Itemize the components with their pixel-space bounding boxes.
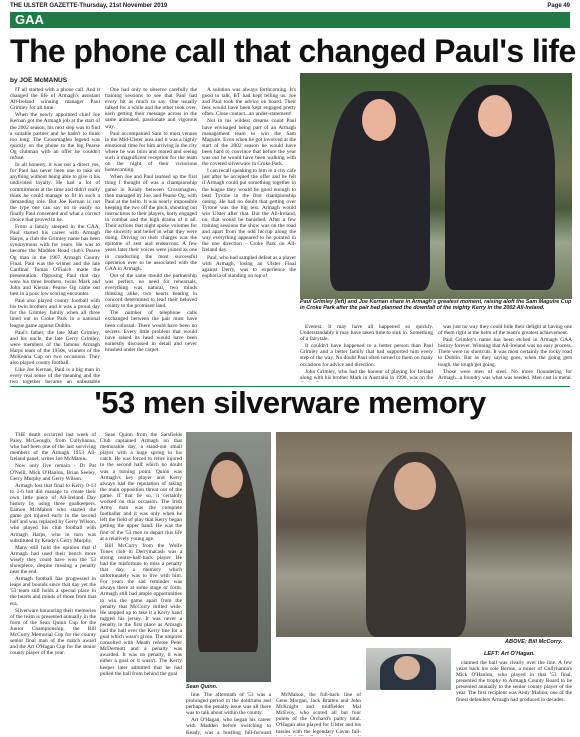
paragraph: One had only to observe carefully the training sessions to see that Paul had every bit as much to say. One usually talked for a while and the other took over, each getting their message across in the same animated, passionate and vigorous way. (105, 87, 197, 130)
paragraph: I can recall speaking to him in a city cafe just after he accepted the offer and he felt if Armagh could put something together in the league they would be good enough to beat Tyrone in the first championship outing. He had no doubt that getting over Tyrone was the big test. Armagh would win Ulster after that. But the All-Ireland, no, that would be banished. After a few training sessions the show was on the road and apart from the odd hiccup along the way everything appeared to be pointed in the one direction - Croke Park on All-Ireland day. (202, 168, 296, 254)
byline: by JOE McMANUS (10, 77, 68, 84)
person-face (211, 460, 243, 498)
bill-mccorry-photo (276, 432, 572, 637)
article2-column-5 (456, 660, 572, 736)
article1-column-2 (105, 87, 197, 385)
grimley-kernan-photo (300, 73, 572, 299)
second-headline: '53 men silverware memory (94, 385, 486, 420)
paragraph: Art O'Hagan, who began his career with Madden before switching to Keady, was a bustling full-forward (186, 717, 271, 736)
article1-column-4 (300, 324, 433, 382)
section-label: GAA (15, 12, 44, 27)
article2-column-4 (276, 692, 361, 736)
paragraph: Those were men of steel. No more floundering for Armagh...a foundry was what was needed. Men cast in metal. (438, 368, 572, 381)
paragraph: Armagh lost that final to Kerry 0-13 to 1-6 but did manage to create their own little piece of All-Ireland Day history by using three goalkeepers. Eamon McMahon who started the game got injured early in the second half and was replaced by Gerry Wilson, who played his club football with Armagh Harps, who in turn was substituted by Keady's Gerry Murphy. (10, 482, 96, 544)
paragraph: Paul's father, the late Matt Grimley, and his uncle, the late Gerry Grimley, were members of the famous Armagh Harps team of the 1950s, winners of the McKenna Cup on two occasions. They also played county football. (10, 329, 100, 367)
person-face (478, 95, 512, 137)
paragraph: The number of telephone calls exchanged between the pair must have been colossal. There would have been no secrets. Every little problem that would have raised its head would have been earnestly discussed in detail and never brushed under the carpet. (105, 310, 197, 353)
paragraph: When Joe and Paul teamed up the first thing I thought of was a championship game in Keady between Crossmaglen, then managed by Joe, and Pearse Og, with Paul at the helm. It was nearly impossible keeping the two off the pitch, shouting out instructions to their players, hotly engaged in combat and the high drama of it all. Their actions that night spoke volumes for the sincerity and belief in what they were doing. Driving on their charges was the epitome of zest and endeavour. A few years later their voices were joined as one in conducting the most successful operation ever to be associated with the GAA in Armagh. (105, 174, 197, 272)
paragraph: A solution was always forthcoming. It's good to talk, BT had kept telling us. Joe and Paul took the advice on board. Their fees would have been kept engaged pretty often. Close contact...an under-statement! (202, 87, 296, 118)
paragraph: was just no way they could hide their delight at having one of them right at the helm of the team's greatest achievement. (438, 324, 572, 337)
paragraph: Not in his wildest dreams could Paul have envisaged being part of an Armagh management team to win the Sam Maguire. Even when he got involved at the start of the 2002 season he would have been hard to convince that before the year was out he would have been walking with the coveted silverware in Croke Park. (202, 118, 296, 168)
page-number: Page 49 (547, 3, 570, 9)
article2-column-2 (100, 432, 182, 732)
paragraph: Paul, who had sampled defeat as a player with Armagh, losing an Ulster Final against Derry, was to experience the euphoria of standing on top of (202, 254, 296, 279)
sean-quinn-caption: Sean Quinn. (186, 684, 218, 690)
article1-column-3 (202, 87, 296, 385)
article1-column-1 (10, 87, 100, 385)
article2-column-1 (10, 432, 96, 732)
masthead (10, 3, 570, 11)
paragraph: Out of the same mould the partnership was perfect, no need for rehearsals, everything was natural, two minds thinking alike, two hearts beating in concord determined to lead their beloved county to the promised land. (105, 272, 197, 310)
section-bar (10, 12, 570, 28)
paragraph: Paul also played county football with his twin brothers and it was a proud day for the Grimley family when all three lined out in Croke Park in a national league game against Dublin. (10, 298, 100, 329)
photo-caption: Paul Grimley (left) and Joe Kernan share in Armagh's greatest moment, raising aloft the Sam Maguire Cup in Croke Park after the pair had planned the downfall of the mighty Kerry in the 2002 All-Ireland. (300, 299, 572, 312)
paragraph: IT all started with a phone call. And it changed the life of Armagh's assistant All-Ireland winning manager Paul Grimley for all time. (10, 87, 100, 112)
art-ohagan-photo (366, 648, 451, 690)
sean-quinn-photo (186, 432, 271, 682)
paragraph: Sean Quinn from the Sarsfields Club captained Armagh on that memorable day, a stand-out small player with a huge spring in his catch. He was forced to retire injured in the second half which no doubt was a turning point. Quinn was Armagh's key player and Kerry always had the reputation of taking the main opposition threat out of the game. If that be so, it certainly worked on this occasion. The Irish Army man was the complete footballer and it was only when he left the field of play that Kerry began getting the upper hand. He was the first of the '53 men to depart this life at a relatively young age. (100, 432, 182, 542)
article1-column-5 (438, 324, 572, 382)
paragraph: Paul accompanied Sam to most venues in the Mid-Ulster area and it was a highly emotional time for him arriving in the city where he was born and reared and seeing such a magnificent reception for the team on the night of their victorious homecoming. (105, 130, 197, 174)
paragraph: Bill McCorry from the Wolfe Tones club in Derrymacash was a strong centre-half-back player. He had the misfortune to miss a penalty that day, a memory which unfortunately was to live with him. For years the sad reminder was always there at some stage or form. Armagh still had ample opportunities to win the game apart from the penalty that McCorry drilled wide. He stepped up to take it a Kerry hand tugged his jersey. It was never a penalty in the first place as Armagh had the ball over the Kerry line for a goal which wasn't given. The umpires consulted with Meath referee Peter McDermott and a penalty was awarded. It was no penalty, it was either a goal or it wasn't. The Kerry keeper later admitted that he had pulled the ball from behind the goal (100, 542, 182, 677)
paragraph: From a family steeped in the GAA, Paul started his career with Armagh Harps, a club the Grimley name has been synonymous with for years. He was to become the Madden Road club's Pearse Og man in the 1967 Armagh County Final. Paul was the winner and the late Cardinal Tomas O'Fiaich made the presentation. Opposing Paul that day were his three brothers, twins Mark and John and Kieran. Pearse Og came out best in a poor low scoring encounter. (10, 224, 100, 298)
publication-info: THE ULSTER GAZETTE-Thursday, 21st November 2019 (10, 3, 168, 9)
person-face (394, 656, 420, 680)
article2-column-3 (186, 692, 271, 736)
paragraph: Paul Grimley's name has been etched in Armagh GAA history forever. Winning that All-Ireland was no easy process. There were no shortcuts. It was most certainly the rocky road to Dublin. But as they saying goes, when the going gets tough, the tough get going. (438, 337, 572, 368)
paragraph: Now only five remain - Dr Pat O'Neill, Mick O'Hanlon, Brian Seeley, Gerry Murphy and Gerry Wilson. (10, 463, 96, 482)
person-face (362, 99, 396, 141)
above-caption: ABOVE: Bill McCorry. (505, 639, 563, 645)
paragraph: Many still hold the opinion that if Armagh had used their bench more wisely they could have won the '53 showpiece, despite missing a penalty near the end. (10, 544, 96, 576)
paragraph: Silverware honouring their memories of the team is presented annually in the form of the Sean Quinn Cup for the Junior Championship, the Bill McCorry Memorial Cup for the county senior final man of the match award and the Art O'Hagan Cup for the senior county player of the year. (10, 607, 96, 657)
paragraph: When the newly appointed chief Joe Kernan got the Armagh job at the start of the 2002 season, his next step was to find a suitable partner and he hadn't to think too long. The Crossmaglen legend was quickly on the phone to the big Pearse Og clubman with an offer he couldn't refuse. (10, 112, 100, 162)
paragraph: Everest. It may have all happened so quickly. Understandably it may have taken time to sink in. Something of a fairytale. (300, 324, 433, 343)
paragraph: It couldn't have happened to a better person than Paul Grimley and a better family that had supported him every step of the way. No doubt Paul often turned to them on many occasions for advice and direction. (300, 343, 433, 368)
paragraph: THE death occurred last week of Paisy McGeough, from Cullyhanna, who had been one of the last surviving members of the Armagh 1953 All-Ireland panel, writes Joe McManus. (10, 432, 96, 463)
paragraph: McMahon, the full-back line of Gene Morgan, Jack Bratten and John McKnight and midfielder Mal McEvoy, who scored all but four points of the Orchard's paltry total. O'Hagan also played for Ulster and his tussles with the legendary Cavan full- (276, 692, 361, 735)
paragraph: claimed the ball was clearly over the line. A few years back his sole Bernie, a miner of Cullyhanna's Mick O'Hanlon, who played in that '53 final, presented the trophy to Armagh County Board to be presented annually to the senior county player of the year. The first recipient was Andy Mallon, one of the finest defenders Armagh had produced in decades. (456, 660, 572, 703)
left-caption: LEFT: Art O'Hagan. (484, 651, 535, 657)
paragraph: In all honesty, it was not a direct yes, for Paul has never been one to take on anything without being able to give it his undivided loyalty. He had a lot of commitments at the time and didn't really think he could manage to fit in such a demanding role. But Joe Kernan is not the type one can say no to easily so finally Paul consented and what a correct choice that proved to be. (10, 162, 100, 223)
headline: The phone call that changed Paul's life (10, 33, 576, 69)
paragraph: John Grimley, who had the honour of playing for Ireland along with his brother Mark in Australia in 1990, was on the (300, 368, 433, 381)
paragraph: Like Joe Kernan, Paul is a big man in every real sense of the meaning and the two together became an unbeatable (10, 367, 100, 385)
paragraph: line. The aftermath of '53 was a prolonged period in the doldrums and perhaps the penalty issue was all there was to talk about within the county. (186, 692, 271, 717)
person-face (394, 462, 436, 510)
paragraph: Armagh football has progressed in leaps and bounds since that day yet the '53 team still holds a special place in the hearts and minds of those from that era. (10, 576, 96, 607)
